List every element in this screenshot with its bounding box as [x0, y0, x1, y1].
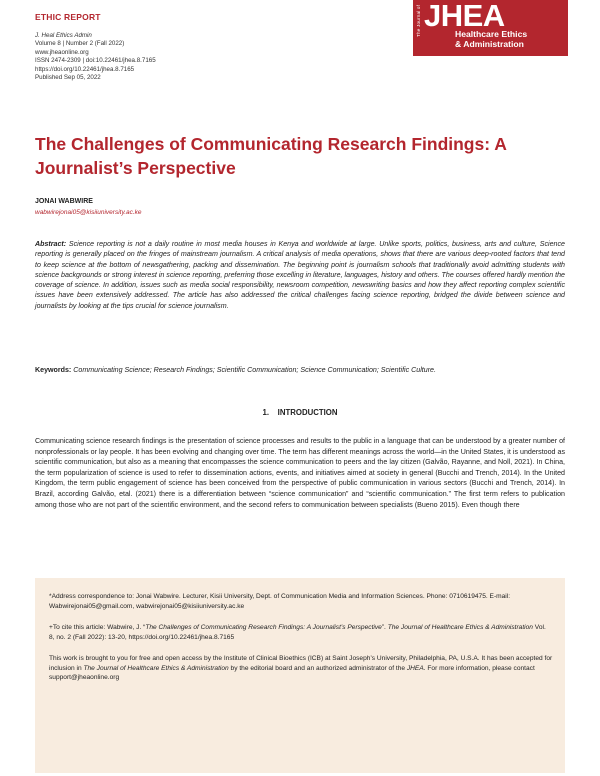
abstract-label: Abstract: — [35, 240, 67, 248]
citation-prefix: +To cite this article: Wabwire, J. “ — [49, 624, 146, 631]
correspondence-note: *Address correspondence to: Jonai Wabwire. Lecturer, Kisii University, Dept. of Communication Media and Information Sciences. Phone: 0710619475. E-mail: Wabwirejonai05@gmail.com, wabwirejonai05@kisiiuniversity.ac.ke — [49, 593, 511, 610]
issn-doi: ISSN 2474-2309 | doi:10.22461/jhea.8.7165 — [35, 57, 156, 65]
publication-meta — [35, 32, 156, 82]
author-name: JONAI WABWIRE — [35, 198, 93, 205]
abstract — [35, 239, 565, 311]
report-type-label: ETHIC REPORT — [35, 12, 101, 22]
published-date: Published Sep 05, 2022 — [35, 74, 101, 82]
doi-link[interactable]: https://doi.org/10.22461/jhea.8.7165 — [35, 65, 135, 73]
jhea-logo — [413, 0, 568, 56]
citation-note — [49, 623, 553, 642]
journal-abbrev: J. Heal Ethics Admin — [35, 32, 92, 39]
introduction-paragraph: Communicating science research findings is the presentation of science processes and results to the public in a language that can be understood by a greater number of nonprofessionals or lay people. It has been evolving and changing over time. The term has different meanings across the world—in the United States, it is understood as scientific communication, but also as a meaning that encompasses the science communication to peers and the lay citizen (Galvão, Rayanne, and Noll, 2021). In China, the term popularization of science is used to refer to dissemination actions, events, and initiatives aimed at society in general (Bucchi and Trench, 2014). In the United Kingdom, the term public engagement of science has been conceived from the perspective of public communication in various sectors (Bucchi and Trench, 2014). In Brazil, according Galvão, etal. (2021) there is a differentiation between “science communication” and “scientific communication.” The first term refers to publication among those who are not part of the scientific environment, and the second refers to communication between specialists (Bueno 2015). Even though there — [35, 437, 565, 509]
access-jhea: JHEA — [406, 664, 424, 672]
access-part-1: This work is brought to you for free and open access by the Institute of Clinical Bioethics (ICB) at Saint Joseph’s University, Philadelphia, PA, U.S.A. It has been accepted for inclusion in — [49, 655, 553, 672]
article-title: The Challenges of Communicating Research Findings: A Journalist’s Perspective — [35, 134, 507, 178]
keywords-label: Keywords: — [35, 366, 72, 374]
citation-mid: ”. — [381, 624, 388, 631]
volume-info: Volume 8 | Number 2 (Fall 2022) — [35, 40, 125, 48]
journal-website-link[interactable]: www.jheaonline.org — [35, 48, 89, 56]
keywords — [35, 365, 565, 375]
logo-the-journal: The Journal of — [416, 4, 421, 37]
citation-title: The Challenges of Communicating Research Findings: A Journalist’s Perspective — [145, 624, 382, 631]
footer-notes — [35, 578, 565, 773]
access-part-2: by the editorial board and an authorized administrator of the — [228, 664, 407, 672]
logo-acronym: JHEA — [424, 0, 505, 33]
logo-name-line1: Healthcare Ethics — [455, 29, 528, 39]
access-part-3: . For more information, please contact support@jheaonline.org — [49, 664, 535, 681]
citation-journal: The Journal of Healthcare Ethics & Administration — [387, 624, 533, 631]
author-email-link[interactable]: wabwirejonai05@kisiiuniversity.ac.ke — [35, 209, 142, 216]
open-access-note — [49, 654, 553, 683]
citation-suffix: Vol. 8, no. 2 (Fall 2022): 13-20, https://doi.org/10.22461/jhea.8.7165 — [49, 624, 546, 641]
section-heading-introduction: 1. INTRODUCTION — [262, 408, 338, 417]
logo-name-line2: & Administration — [455, 39, 524, 49]
abstract-text: Science reporting is not a daily routine in most media houses in Kenya and worldwide at large. Unlike sports, politics, business, arts and culture, Science reporting is generally placed on the fringes of mainstream journalism. A critical analysis of media operations, shows that there are various deep-rooted factors that tend to keep science at the bottom of newsgathering, packing and dissemination. The beginning point is journalism schools that traditionally avoid admitting students with science backgrounds or strong interest in science reporting, preferring those excelling in literature, languages, history and others. The courses offered hardly mention the coverage of science. In addition, issues such as media social responsibility, newsroom competition, newswriting basics and how they affect reporting complex scientific issues have been extensively addressed. The article has also addressed the critical challenges facing science reporting, bridged the divide between science and journalists by looking at the tips crucial for science journalism. — [35, 240, 565, 310]
access-journal: The Journal of Healthcare Ethics & Administration — [83, 664, 229, 672]
keywords-text: Communicating Science; Research Findings; Scientific Communication; Science Communication; Scientific Culture. — [73, 366, 436, 374]
